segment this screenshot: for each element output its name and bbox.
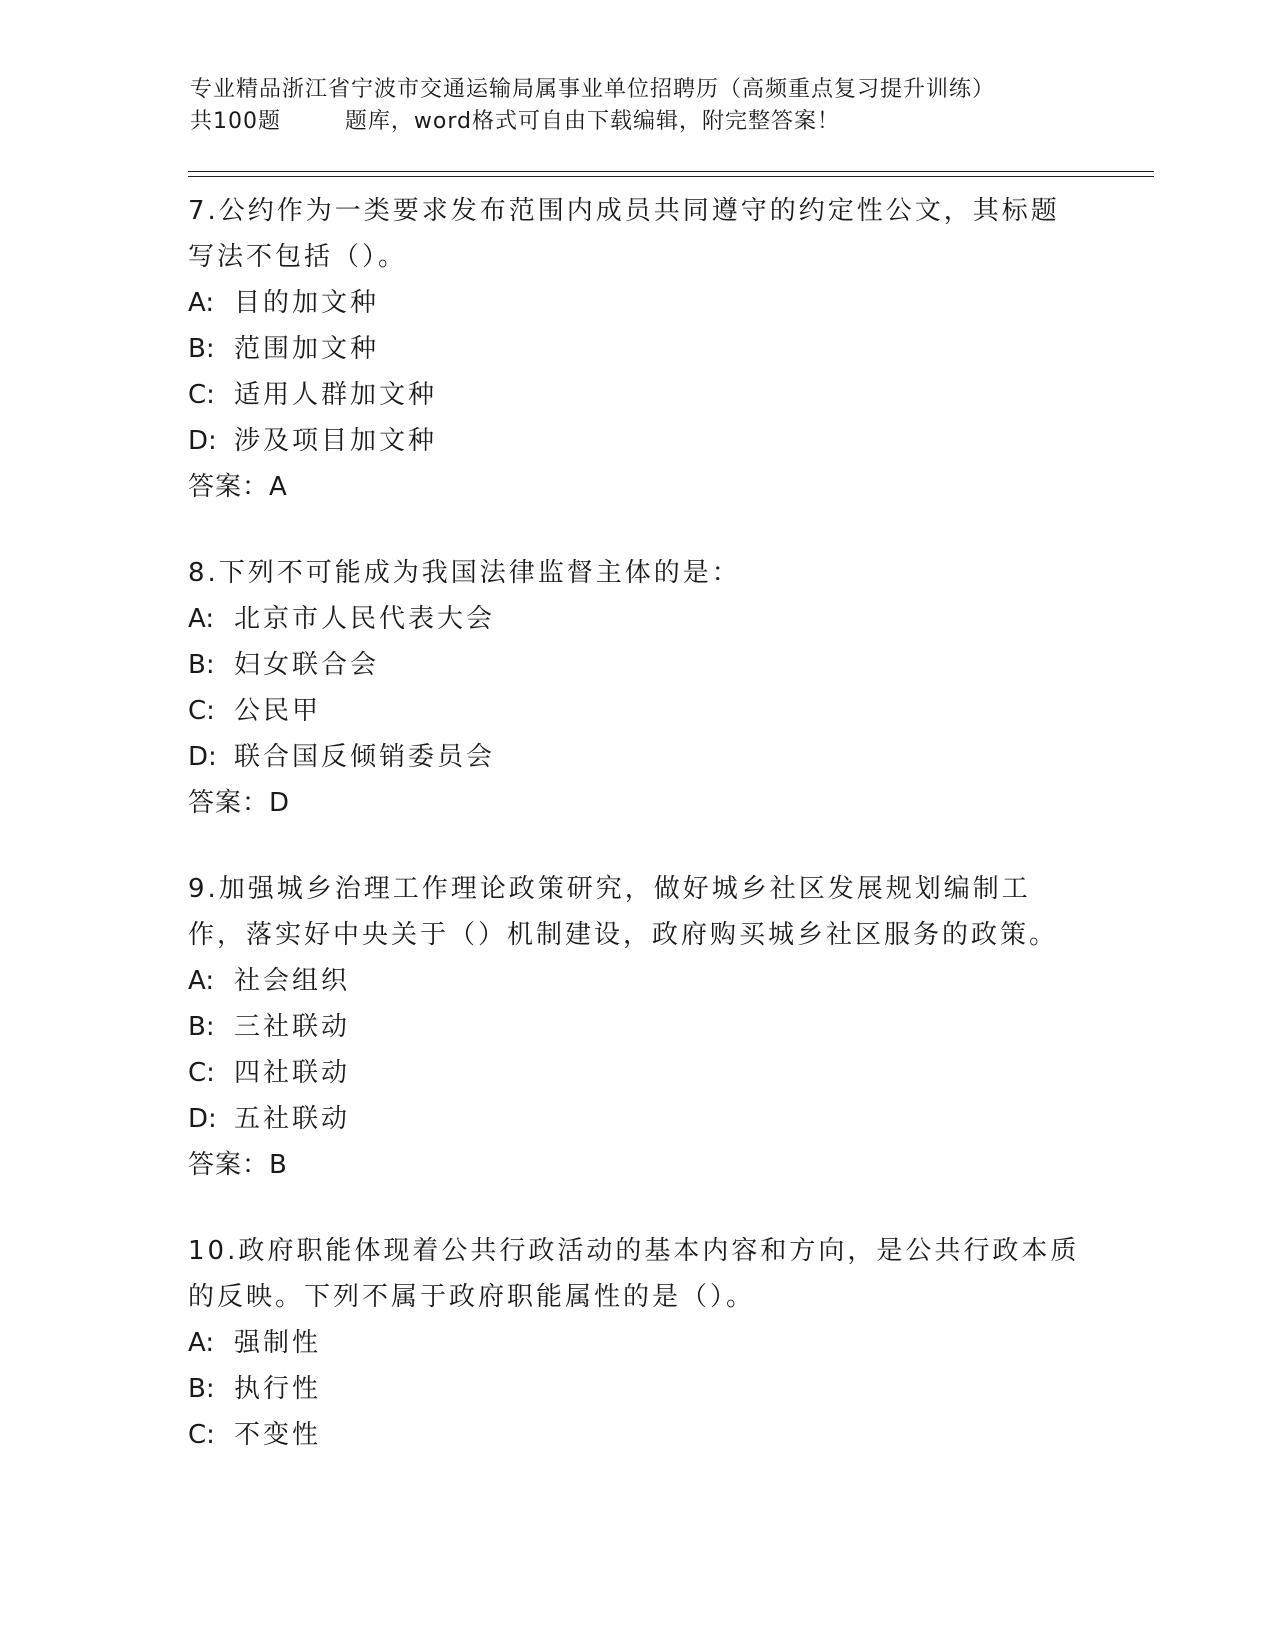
header-subtitle-line: 共100题 题库，word格式可自由下载编辑，附完整答案！ (190, 109, 841, 134)
option-text: 北京市人民代表大会 (234, 604, 496, 634)
question-10 (188, 1228, 1088, 1458)
option-label: A: (188, 1328, 215, 1358)
option-label: A: (188, 604, 215, 634)
option-text: 执行性 (234, 1374, 322, 1404)
answer-line: 答案：A (188, 472, 288, 502)
option-text: 三社联动 (234, 1012, 351, 1042)
option-label: B: (188, 1374, 215, 1404)
question-text: 8.下列不可能成为我国法律监督主体的是： (188, 558, 741, 588)
header-divider-top (188, 171, 1154, 172)
question-8 (188, 550, 1088, 826)
option-label: D: (188, 1104, 217, 1134)
question-text: 9.加强城乡治理工作理论政策研究，做好城乡社区发展规划编制工作，落实好中央关于（）机制建设，政府购买城乡社区服务的政策。 (188, 874, 1059, 950)
option-text: 五社联动 (234, 1104, 351, 1134)
option-label: C: (188, 696, 215, 726)
option-c (188, 1050, 1088, 1096)
option-b (188, 642, 1088, 688)
option-text: 适用人群加文种 (234, 380, 438, 410)
option-text: 四社联动 (234, 1058, 351, 1088)
option-d (188, 418, 1088, 464)
document-header (190, 74, 1090, 138)
option-label: B: (188, 650, 215, 680)
answer-line: 答案：B (188, 1150, 288, 1180)
option-label: C: (188, 1420, 215, 1450)
option-d (188, 1096, 1088, 1142)
option-label: A: (188, 288, 215, 318)
question-7 (188, 188, 1088, 510)
option-a (188, 1320, 1088, 1366)
option-b (188, 1004, 1088, 1050)
option-text: 强制性 (234, 1328, 322, 1358)
option-text: 妇女联合会 (234, 650, 380, 680)
answer-line: 答案：D (188, 788, 291, 818)
option-label: C: (188, 380, 215, 410)
option-c (188, 372, 1088, 418)
question-9 (188, 866, 1088, 1188)
option-label: D: (188, 426, 217, 456)
option-text: 联合国反倾销委员会 (234, 742, 496, 772)
option-d (188, 734, 1088, 780)
option-label: B: (188, 334, 215, 364)
option-c (188, 1412, 1088, 1458)
option-label: C: (188, 1058, 215, 1088)
question-text: 7.公约作为一类要求发布范围内成员共同遵守的约定性公文，其标题写法不包括（）。 (188, 196, 1060, 272)
option-text: 涉及项目加文种 (234, 426, 438, 456)
option-label: A: (188, 966, 215, 996)
header-divider-bottom (188, 176, 1154, 177)
option-b (188, 326, 1088, 372)
option-text: 范围加文种 (234, 334, 380, 364)
header-title-line: 专业精品浙江省宁波市交通运输局属事业单位招聘历（高频重点复习提升训练） (190, 77, 996, 102)
option-a (188, 596, 1088, 642)
question-list (188, 188, 1088, 1498)
option-b (188, 1366, 1088, 1412)
option-text: 公民甲 (234, 696, 322, 726)
option-text: 不变性 (234, 1420, 322, 1450)
question-text: 10.政府职能体现着公共行政活动的基本内容和方向，是公共行政本质的反映。下列不属于政府职能属性的是（）。 (188, 1236, 1080, 1312)
option-a (188, 280, 1088, 326)
option-c (188, 688, 1088, 734)
option-label: D: (188, 742, 217, 772)
option-label: B: (188, 1012, 215, 1042)
option-text: 目的加文种 (234, 288, 380, 318)
option-a (188, 958, 1088, 1004)
option-text: 社会组织 (234, 966, 351, 996)
